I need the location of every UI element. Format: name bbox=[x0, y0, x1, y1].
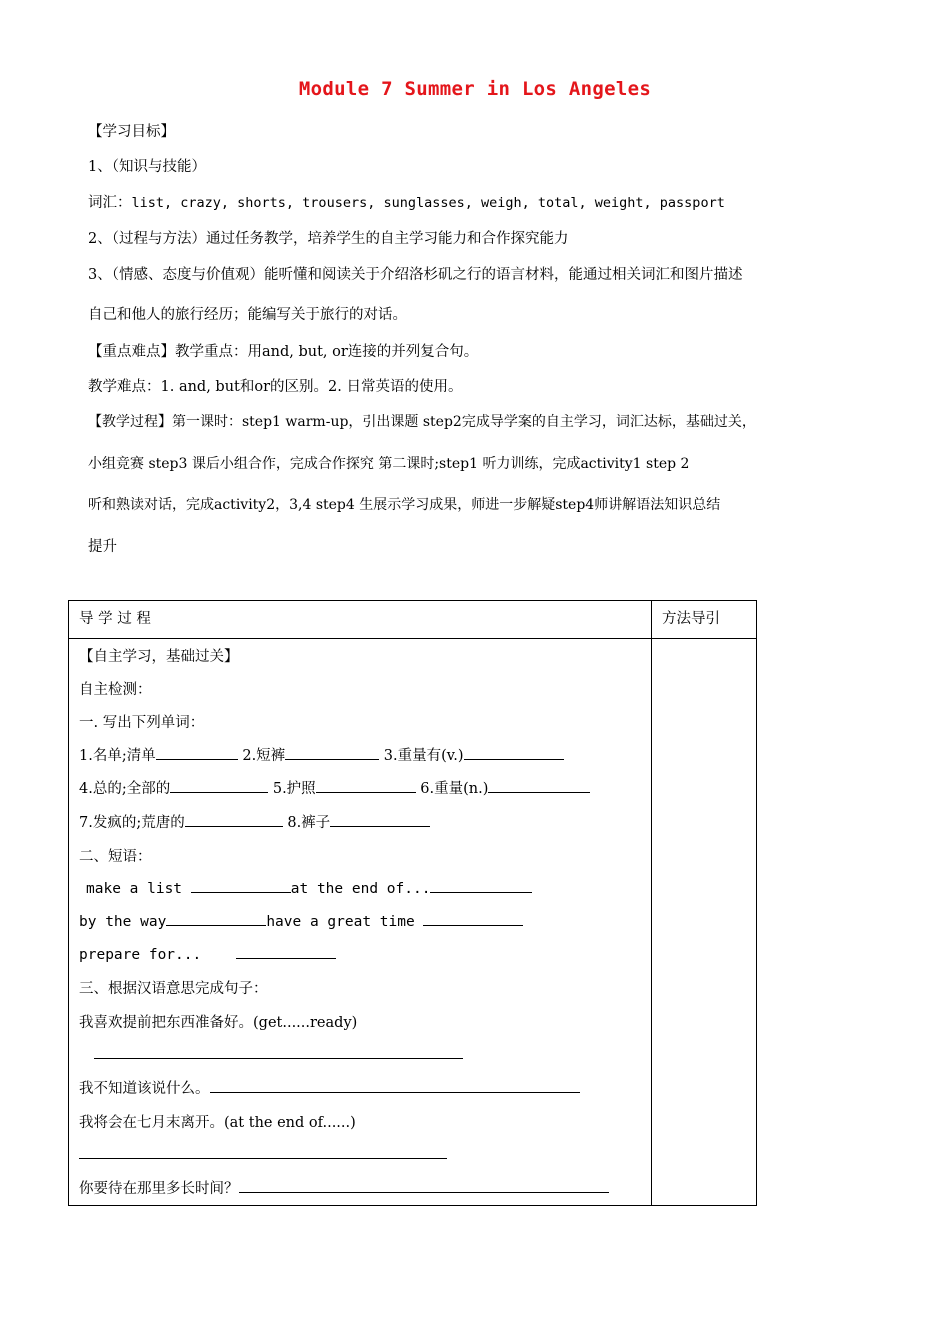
answer-blank[interactable] bbox=[191, 878, 291, 893]
objectives-heading: 【学习目标】 bbox=[88, 124, 175, 140]
process-line2: 小组竞赛 step3 课后小组合作，完成合作探究 第二课时;step1 听力训练，完成activity1 step 2 bbox=[88, 456, 690, 472]
objective-2: 2、（过程与方法）通过任务教学，培养学生的自主学习能力和合作探究能力 bbox=[88, 231, 569, 247]
table-column-divider bbox=[651, 600, 652, 1206]
objective-1: 1、（知识与技能） bbox=[88, 159, 206, 175]
objective-3a: 3、（情感、态度与价值观）能听懂和阅读关于介绍洛杉矶之行的语言材料，能通过相关词汇和图片描述 bbox=[88, 267, 743, 283]
phrase-item: have a great time bbox=[266, 914, 415, 930]
word-item: 1.名单;清单 bbox=[79, 748, 156, 764]
part1-title: 一. 写出下列单词： bbox=[79, 715, 205, 731]
answer-blank[interactable] bbox=[170, 778, 268, 793]
answer-blank[interactable] bbox=[236, 944, 336, 959]
answer-blank[interactable] bbox=[316, 778, 416, 793]
sentence-4: 你要待在那里多长时间？ bbox=[79, 1181, 239, 1197]
table-header-process: 导 学 过 程 bbox=[79, 611, 151, 627]
process-line3: 听和熟读对话，完成activity2，3,4 step4 生展示学习成果，师进一步解疑step4师讲解语法知识总结 bbox=[88, 497, 721, 513]
answer-blank[interactable] bbox=[423, 911, 523, 926]
answer-blank[interactable] bbox=[430, 878, 532, 893]
answer-blank[interactable] bbox=[488, 778, 590, 793]
word-row-3 bbox=[79, 811, 430, 832]
page-title: Module 7 Summer in Los Angeles bbox=[298, 78, 652, 100]
word-row-2 bbox=[79, 777, 590, 798]
answer-line[interactable] bbox=[94, 1058, 463, 1059]
vocab-words: list, crazy, shorts, trousers, sunglasses, weigh, total, weight, passport bbox=[131, 195, 725, 211]
sentence-2-row bbox=[79, 1077, 580, 1098]
phrase-item: by the way bbox=[79, 914, 167, 930]
word-item: 2.短裤 bbox=[242, 748, 286, 764]
table-header-method: 方法导引 bbox=[662, 611, 720, 627]
word-item: 7.发疯的;荒唐的 bbox=[79, 815, 185, 831]
vocab-line bbox=[88, 191, 725, 212]
process-line1: 【教学过程】第一课时：step1 warm-up，引出课题 step2完成导学案的自主学习，词汇达标，基础过关， bbox=[88, 414, 756, 430]
answer-blank[interactable] bbox=[156, 745, 238, 760]
answer-blank[interactable] bbox=[166, 911, 266, 926]
vocab-label: 词汇： bbox=[88, 195, 132, 211]
word-item: 4.总的;全部的 bbox=[79, 781, 171, 797]
word-item: 3.重量有(v.) bbox=[383, 748, 464, 764]
key-points-line2: 教学难点：1. and, but和or的区别。2. 日常英语的使用。 bbox=[88, 379, 463, 395]
part3-title: 三、根据汉语意思完成句子： bbox=[79, 981, 268, 997]
sentence-1: 我喜欢提前把东西准备好。(get......ready) bbox=[79, 1015, 358, 1031]
sentence-2: 我不知道该说什么。 bbox=[79, 1081, 210, 1097]
phrase-item: at the end of... bbox=[290, 881, 431, 897]
answer-blank[interactable] bbox=[464, 745, 564, 760]
sentence-3: 我将会在七月末离开。(at the end of......) bbox=[79, 1115, 356, 1131]
key-points-line1: 【重点难点】教学重点：用and, but, or连接的并列复合句。 bbox=[88, 344, 479, 360]
phrase-row-1 bbox=[86, 878, 532, 897]
answer-blank[interactable] bbox=[285, 745, 379, 760]
phrase-item: make a list bbox=[86, 881, 183, 897]
word-row-1 bbox=[79, 744, 564, 765]
word-item: 6.重量(n.) bbox=[420, 781, 489, 797]
self-check-label: 自主检测： bbox=[79, 682, 152, 698]
objective-3b: 自己和他人的旅行经历；能编写关于旅行的对话。 bbox=[88, 307, 407, 323]
answer-line[interactable] bbox=[79, 1158, 447, 1159]
answer-blank[interactable] bbox=[210, 1078, 580, 1093]
section-title: 【自主学习，基础过关】 bbox=[79, 649, 239, 665]
process-line4: 提升 bbox=[88, 539, 117, 555]
answer-blank[interactable] bbox=[239, 1178, 609, 1193]
sentence-4-row bbox=[79, 1177, 609, 1198]
answer-blank[interactable] bbox=[185, 812, 283, 827]
table-header-divider bbox=[68, 638, 757, 639]
word-item: 5.护照 bbox=[272, 781, 316, 797]
phrase-row-3 bbox=[79, 944, 336, 963]
part2-title: 二、短语： bbox=[79, 849, 152, 865]
phrase-row-2 bbox=[79, 911, 523, 930]
word-item: 8.裤子 bbox=[287, 815, 331, 831]
answer-blank[interactable] bbox=[330, 812, 430, 827]
phrase-item: prepare for... bbox=[79, 947, 202, 963]
